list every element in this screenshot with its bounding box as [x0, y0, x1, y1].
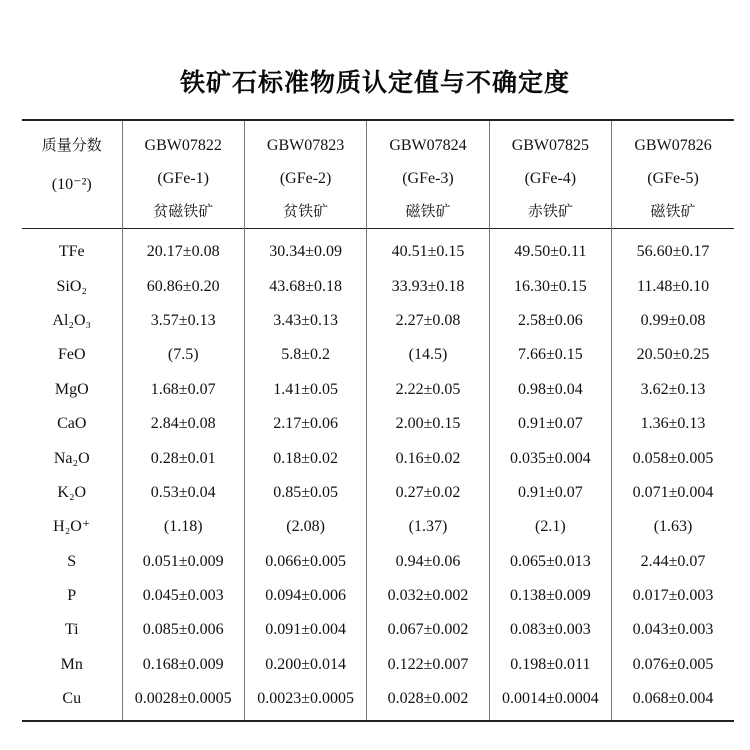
value-cell: 0.198±0.011: [489, 648, 611, 682]
component-name: H₂O⁺: [53, 518, 91, 536]
component-name: P: [67, 587, 77, 605]
value-cell: 0.28±0.01: [122, 441, 244, 475]
value-cell: 0.0014±0.0004: [489, 682, 611, 721]
value-cell: 0.051±0.009: [122, 545, 244, 579]
table-row: [22, 229, 734, 270]
value-cell: 2.17±0.06: [244, 407, 366, 441]
value-cell: 2.58±0.06: [489, 304, 611, 338]
value-cell: 0.065±0.013: [489, 545, 611, 579]
value-cell: 0.067±0.002: [367, 613, 489, 647]
table-row: [22, 269, 734, 303]
value-cell: 0.94±0.06: [367, 545, 489, 579]
reference-values-table: [22, 119, 734, 722]
value-cell: 30.34±0.09: [244, 229, 366, 270]
value-cell: 0.122±0.007: [367, 648, 489, 682]
reference-values-table-container: [22, 119, 734, 722]
table-row: [22, 579, 734, 613]
value-cell: 0.91±0.07: [489, 407, 611, 441]
value-cell: 0.028±0.002: [367, 682, 489, 721]
value-cell: 2.00±0.15: [367, 407, 489, 441]
value-cell: 0.98±0.04: [489, 373, 611, 407]
value-cell: 1.68±0.07: [122, 373, 244, 407]
header-mass-fraction: [22, 120, 122, 229]
value-cell: 0.0028±0.0005: [122, 682, 244, 721]
value-cell: 7.66±0.15: [489, 338, 611, 372]
sample-id: (GFe-3): [402, 170, 454, 187]
value-cell: 0.043±0.003: [612, 613, 734, 647]
component-name: Mn: [60, 655, 83, 673]
value-cell: (14.5): [367, 338, 489, 372]
page-title: 铁矿石标准物质认定值与不确定度: [179, 68, 570, 97]
value-cell: (2.1): [489, 510, 611, 544]
component-name: TFe: [58, 243, 85, 261]
value-cell: 0.99±0.08: [612, 304, 734, 338]
value-cell: 0.045±0.003: [122, 579, 244, 613]
value-cell: 2.84±0.08: [122, 407, 244, 441]
value-cell: 0.27±0.02: [367, 476, 489, 510]
value-cell: 0.085±0.006: [122, 613, 244, 647]
component-name: Al₂O₃: [52, 311, 92, 329]
sample-id: (GFe-2): [279, 170, 332, 187]
sample-code: GBW07822: [144, 137, 222, 154]
value-cell: 0.168±0.009: [122, 648, 244, 682]
component-name: CaO: [57, 415, 87, 433]
sample-id: (GFe-5): [647, 170, 699, 187]
value-cell: 0.035±0.004: [489, 441, 611, 475]
value-cell: 0.017±0.003: [612, 579, 734, 613]
value-cell: 0.0023±0.0005: [244, 682, 366, 721]
value-cell: 1.41±0.05: [244, 373, 366, 407]
value-cell: 20.17±0.08: [122, 229, 244, 270]
value-cell: 5.8±0.2: [244, 338, 366, 372]
sample-id: (GFe-1): [157, 170, 209, 187]
table-row: [22, 373, 734, 407]
table-row: [22, 476, 734, 510]
mass-fraction-unit: (10⁻²): [51, 176, 92, 193]
header-sample-4: [489, 120, 611, 229]
table-header-row: [22, 120, 734, 229]
sample-type: 赤铁矿: [527, 202, 573, 220]
value-cell: 0.071±0.004: [612, 476, 734, 510]
table-row: [22, 510, 734, 544]
sample-id: (GFe-4): [524, 170, 577, 187]
table-row: [22, 441, 734, 475]
component-name: SiO₂: [56, 277, 87, 295]
value-cell: 0.058±0.005: [612, 441, 734, 475]
table-row: [22, 682, 734, 721]
value-cell: 2.22±0.05: [367, 373, 489, 407]
value-cell: (7.5): [122, 338, 244, 372]
value-cell: 43.68±0.18: [244, 269, 366, 303]
component-name: FeO: [57, 346, 86, 364]
value-cell: 3.62±0.13: [612, 373, 734, 407]
mass-fraction-label: 质量分数: [41, 136, 102, 154]
value-cell: 0.18±0.02: [244, 441, 366, 475]
value-cell: 33.93±0.18: [367, 269, 489, 303]
value-cell: 0.083±0.003: [489, 613, 611, 647]
value-cell: 2.27±0.08: [367, 304, 489, 338]
value-cell: 0.076±0.005: [612, 648, 734, 682]
value-cell: 1.36±0.13: [612, 407, 734, 441]
value-cell: 56.60±0.17: [612, 229, 734, 270]
value-cell: 60.86±0.20: [122, 269, 244, 303]
value-cell: (2.08): [244, 510, 366, 544]
header-sample-3: [367, 120, 489, 229]
table-row: [22, 338, 734, 372]
value-cell: 0.53±0.04: [122, 476, 244, 510]
table-row: [22, 613, 734, 647]
value-cell: (1.18): [122, 510, 244, 544]
component-name: Cu: [62, 690, 82, 708]
component-name: K₂O: [57, 483, 87, 501]
value-cell: 0.200±0.014: [244, 648, 366, 682]
table-row: [22, 304, 734, 338]
value-cell: 11.48±0.10: [612, 269, 734, 303]
sample-type: 磁铁矿: [405, 202, 451, 220]
value-cell: 3.43±0.13: [244, 304, 366, 338]
value-cell: 0.16±0.02: [367, 441, 489, 475]
value-cell: 0.85±0.05: [244, 476, 366, 510]
value-cell: 0.138±0.009: [489, 579, 611, 613]
value-cell: 0.066±0.005: [244, 545, 366, 579]
sample-code: GBW07826: [634, 137, 712, 154]
sample-type: 贫磁铁矿: [153, 202, 214, 220]
value-cell: 0.032±0.002: [367, 579, 489, 613]
sample-type: 贫铁矿: [283, 202, 329, 220]
component-name: Na₂O: [53, 449, 90, 467]
value-cell: (1.63): [612, 510, 734, 544]
sample-code: GBW07824: [389, 137, 467, 154]
table-row: [22, 545, 734, 579]
value-cell: 20.50±0.25: [612, 338, 734, 372]
table-row: [22, 648, 734, 682]
value-cell: 16.30±0.15: [489, 269, 611, 303]
sample-type: 磁铁矿: [650, 202, 696, 220]
header-sample-2: [244, 120, 366, 229]
sample-code: GBW07825: [511, 137, 590, 154]
value-cell: 3.57±0.13: [122, 304, 244, 338]
value-cell: 0.094±0.006: [244, 579, 366, 613]
value-cell: 0.091±0.004: [244, 613, 366, 647]
value-cell: 0.91±0.07: [489, 476, 611, 510]
header-sample-5: [612, 120, 734, 229]
component-name: S: [67, 552, 77, 570]
table-row: [22, 407, 734, 441]
value-cell: (1.37): [367, 510, 489, 544]
value-cell: 49.50±0.11: [489, 229, 611, 270]
component-name: MgO: [54, 380, 89, 398]
component-name: Ti: [64, 621, 79, 639]
sample-code: GBW07823: [266, 137, 345, 154]
value-cell: 0.068±0.004: [612, 682, 734, 721]
value-cell: 40.51±0.15: [367, 229, 489, 270]
value-cell: 2.44±0.07: [612, 545, 734, 579]
header-sample-1: [122, 120, 244, 229]
